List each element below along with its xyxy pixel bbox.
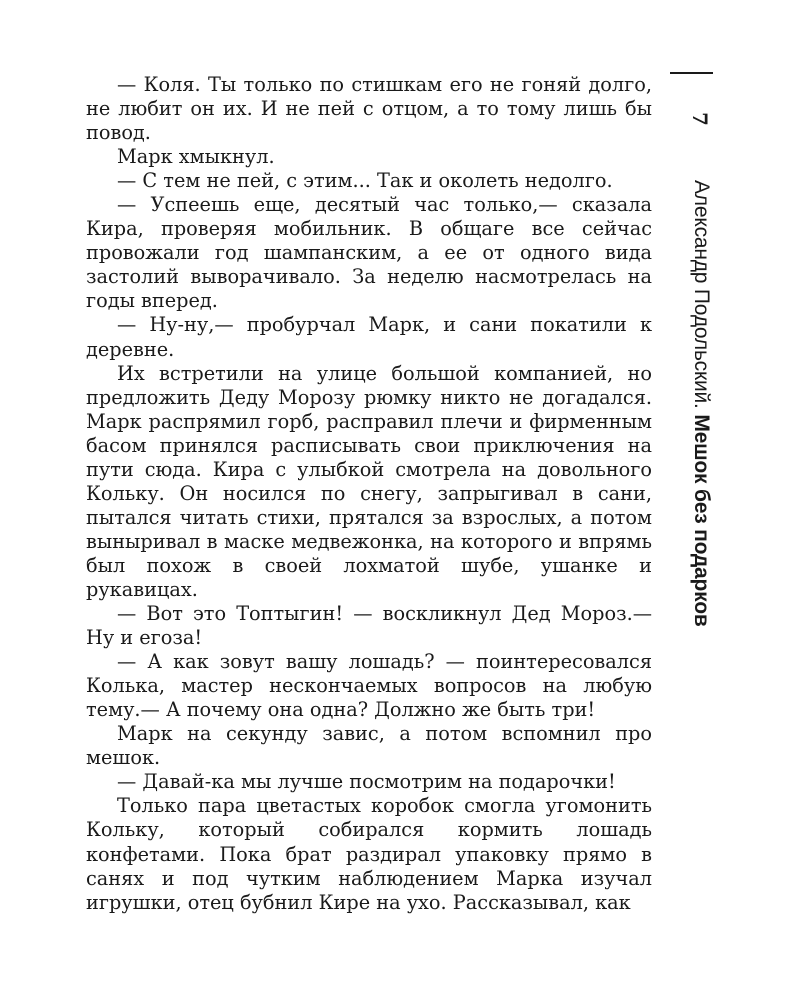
paragraph: — С тем не пей, с этим... Так и околеть недолго. <box>117 169 613 193</box>
paragraph: Только пара цветастых коробок смогла угомонить Кольку, который собирался кормить лошадь конфетами. Пока брат раздирал упаковку прямо в санях и под чутким наблюдением Марка изучал игрушки, отец бубнил Кире на ухо. Рассказывал, как <box>86 794 652 914</box>
page-number: 7 <box>688 112 712 126</box>
paragraph: — Успеешь еще, десятый час только,— сказала Кира, проверяя мобильник. В общаге все сейчас провожали год шампанским, а ее от одного вида застолий выворачивало. За неделю насмотрелась на годы вперед. <box>86 193 652 313</box>
paragraph: Их встретили на улице большой компанией, но предложить Деду Морозу рюмку никто не догадался. Марк распрямил горб, расправил плечи и фирменным басом принялся расписывать свои приключения на пути сюда. Кира с улыбкой смотрела на довольного Кольку. Он носился по снегу, запрыгивал в сани, пытался читать стихи, прятался за взрослых, а потом выныривал в маске медвежонка, на которого и впрямь был похож в своей лохматой шубе, ушанке и рукавицах. <box>86 361 652 601</box>
paragraph: Марк на секунду завис, а потом вспомнил про мешок. <box>86 722 652 770</box>
paragraph: Марк хмыкнул. <box>117 145 275 169</box>
book-title: Мешок без подарков <box>690 414 713 627</box>
paragraph: — Коля. Ты только по стишкам его не гоняй долго, не любит он их. И не пей с отцом, а то тому лишь бы повод. <box>86 73 652 145</box>
header-rule <box>670 72 713 74</box>
paragraph: — Давай-ка мы лучше посмотрим на подарочки! <box>117 770 616 794</box>
paragraph: — Вот это Топтыгин! — воскликнул Дед Мороз.— Ну и егоза! <box>86 602 652 650</box>
paragraph: — Ну-ну,— пробурчал Марк, и сани покатили к деревне. <box>86 313 652 361</box>
paragraph: — А как зовут вашу лошадь? — поинтересовался Колька, мастер нескончаемых вопросов на любую тему.— А почему она одна? Должно же быть три! <box>86 650 652 722</box>
author-name: Александр Подольский. <box>690 180 713 409</box>
running-title <box>688 180 714 627</box>
body-text <box>86 73 652 915</box>
